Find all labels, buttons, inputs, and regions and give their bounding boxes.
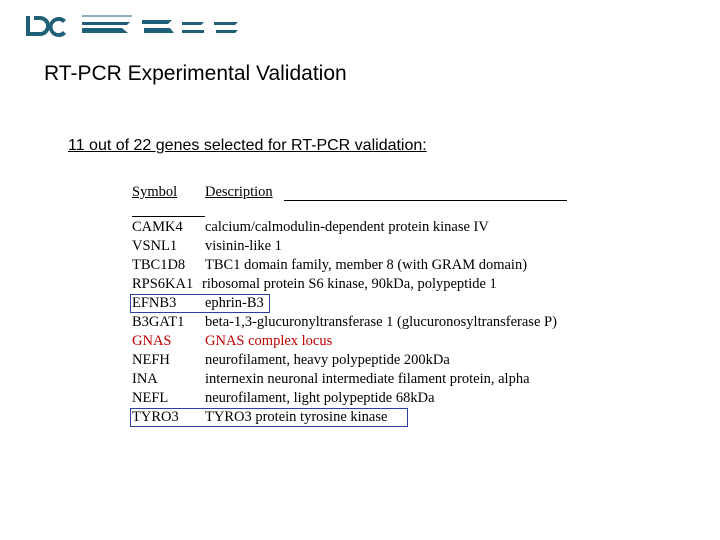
- gene-symbol: GNAS: [132, 333, 172, 349]
- gene-symbol: TBC1D8: [132, 257, 186, 273]
- header-description: Description: [205, 184, 273, 200]
- gene-description: TYRO3 protein tyrosine kinase: [205, 409, 388, 425]
- gene-symbol: TYRO3: [132, 409, 179, 425]
- table-row: [132, 333, 333, 352]
- gene-description: GNAS complex locus: [205, 333, 333, 349]
- table-row: [132, 276, 497, 295]
- slide-title: RT-PCR Experimental Validation: [44, 62, 347, 85]
- institution-logo: [22, 12, 262, 42]
- gene-description: visinin-like 1: [205, 238, 282, 254]
- table-row: [132, 314, 557, 333]
- table-row: [132, 390, 435, 409]
- gene-symbol: EFNB3: [132, 295, 177, 311]
- slide-subtitle: 11 out of 22 genes selected for RT-PCR validation:: [68, 137, 427, 154]
- table-row: [132, 219, 489, 238]
- gene-description: internexin neuronal intermediate filament protein, alpha: [205, 371, 530, 387]
- table-row: [132, 295, 264, 314]
- table-row: [132, 257, 528, 276]
- table-header: [132, 184, 273, 204]
- gene-symbol: VSNL1: [132, 238, 178, 254]
- gene-description: ephrin-B3: [205, 295, 264, 311]
- gene-table: [132, 184, 557, 428]
- table-row: [132, 409, 388, 428]
- gene-symbol: NEFL: [132, 390, 169, 406]
- gene-symbol: INA: [132, 371, 158, 387]
- gene-description: neurofilament, light polypeptide 68kDa: [205, 390, 435, 406]
- table-row: [132, 238, 282, 257]
- header-underline: [284, 200, 567, 201]
- symbol-divider: [132, 216, 205, 217]
- gene-description: neurofilament, heavy polypeptide 200kDa: [205, 352, 450, 368]
- gene-symbol: RPS6KA1: [132, 276, 194, 292]
- gene-symbol: NEFH: [132, 352, 170, 368]
- table-row: [132, 352, 450, 371]
- gene-symbol: CAMK4: [132, 219, 183, 235]
- gene-description: calcium/calmodulin-dependent protein kinase IV: [205, 219, 489, 235]
- table-row: [132, 371, 530, 390]
- gene-description: ribosomal protein S6 kinase, 90kDa, polypeptide 1: [202, 276, 497, 292]
- gene-symbol: B3GAT1: [132, 314, 185, 330]
- gene-description: beta-1,3-glucuronyltransferase 1 (glucuronosyltransferase P): [205, 314, 557, 330]
- gene-description: TBC1 domain family, member 8 (with GRAM domain): [205, 257, 528, 273]
- header-symbol: Symbol: [132, 184, 178, 200]
